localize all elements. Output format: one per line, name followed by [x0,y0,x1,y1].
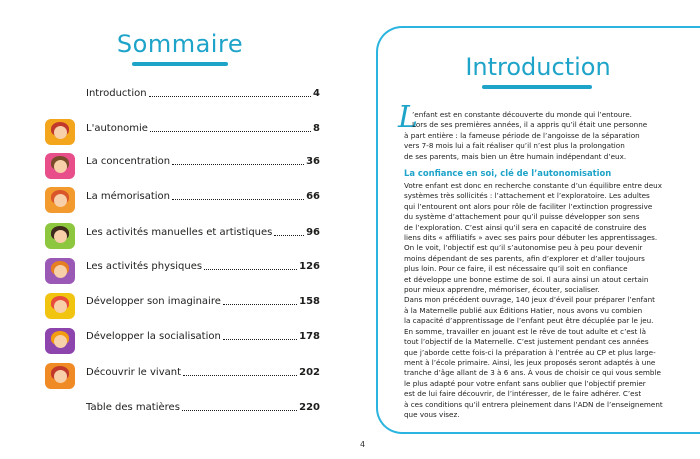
text-line: et développe une bonne estime de soi. Il aura ainsi un atout certain [404,274,649,284]
introduction-title: Introduction [465,53,611,81]
toc-leader-dots [274,227,304,236]
text-line: Lors de ses premières années, il a appris qu’il était une personne [412,120,648,130]
chapter-illustration-socialisation [45,328,75,354]
introduction-title-underline [482,85,592,89]
section-subheading: La confiance en soi, clé de l’autonomisation [404,168,612,178]
toc-entry[interactable] [86,227,320,243]
toc-leader-dots [204,261,297,270]
toc-entry-page: 36 [306,156,320,167]
toc-leader-dots [172,156,304,165]
text-line: ’enfant est en constante découverte du monde qui l’entoure. [412,110,632,119]
toc-entry-label: Développer son imaginaire [86,296,221,307]
toc-entry[interactable] [86,88,320,104]
text-line: tranche d’âge allant de 3 à 6 ans. À vous de choisir ce qui vous semble [404,368,661,378]
text-line: liens dits « affiliatifs » avec ses pairs pour débuter les apprentissages. [404,233,658,243]
text-line: vers 7-8 mois lui a fait réaliser qu’il n’est plus la prolongation [404,141,625,151]
toc-entry[interactable] [86,156,320,172]
toc-entry-label: Découvrir le vivant [86,367,182,378]
text-line: à ces conditions qu’il entrera pleinement dans l’ADN de l’enseignement [404,399,663,409]
page-number: 4 [360,440,366,449]
toc-entry-page: 178 [299,331,320,342]
text-line: En somme, travailler en jouant est le rêve de tout adulte et c’est là [404,326,647,336]
toc-entry-label: La concentration [86,156,171,167]
chapter-illustration-concentration [45,153,75,179]
toc-entry-page: 202 [299,367,320,378]
text-line: de l’exploration. C’est ainsi qu’il sera en capacité de construire des [404,222,647,232]
toc-entry-label: Les activités manuelles et artistiques [86,227,273,238]
chapter-illustration-autonomie [45,119,75,145]
text-line: ment à l’école primaire. Ainsi, les jeux proposés seront adaptés à une [404,357,656,367]
toc-entry-label: La mémorisation [86,191,171,202]
toc-entry[interactable] [86,123,320,139]
text-line: tout l’objectif de la Maternelle. C’est justement pendant ces années [404,337,649,347]
toc-entry[interactable] [86,331,320,347]
text-line: à part entière : la fameuse période de l’angoisse de la séparation [404,130,640,140]
toc-entry-page: 96 [306,227,320,238]
text-line: Votre enfant est donc en recherche constante d’un équilibre entre deux [404,181,662,190]
text-line: systèmes très sollicités : l’attachement et l’exploratoire. Les adultes [404,191,650,201]
text-line: le plus adapté pour votre enfant sans oublier que l’objectif premier [404,378,646,388]
text-line: de ses parents, mais bien un être humain indépendant d’eux. [404,151,627,161]
toc-entry[interactable] [86,367,320,383]
toc-entry-label: Table des matières [86,402,180,413]
toc-entry-page: 158 [299,296,320,307]
text-line: Dans mon précédent ouvrage, 140 jeux d’éveil pour préparer l’enfant [404,295,655,305]
toc-leader-dots [223,296,297,305]
chapter-illustration-activites-physiques [45,258,75,284]
text-line: à la Maternelle publié aux Éditions Hatier, nous avons vu combien [404,305,643,315]
chapter-illustration-memorisation [45,187,75,213]
toc-leader-dots [172,191,304,200]
toc-leader-dots [223,331,297,340]
toc-entry-page: 220 [299,402,320,413]
toc-leader-dots [183,367,297,376]
chapter-illustration-imaginaire [45,293,75,319]
toc-entry-label: Les activités physiques [86,261,203,272]
toc-entry-page: 126 [299,261,320,272]
toc-entry-label: Développer la socialisation [86,331,221,342]
toc-entry[interactable] [86,261,320,277]
text-line: moins dépendant de ses parents, afin d’explorer et d’aller toujours [404,253,645,263]
toc-entry-label: Introduction [86,88,147,99]
toc-entry[interactable] [86,296,320,312]
toc-title: Sommaire [116,30,244,58]
chapter-illustration-vivant [45,363,75,389]
text-line: est de lui faire découvrir, de l’intéresser, de le faire adhérer. C’est [404,389,642,399]
toc-leader-dots [149,88,311,97]
drop-cap: L [398,100,418,135]
toc-title-underline [132,62,228,66]
text-line: On le voit, l’objectif est qu’il s’autonomise peu à peu pour devenir [404,243,643,253]
text-line: la capacité d’apprentissage de l’enfant peut être décuplée par le jeu. [404,316,654,326]
text-line: pour mieux apprendre, mémoriser, écouter, socialiser. [404,285,600,295]
text-line: qui l’entourent ont alors pour rôle de faciliter l’extinction progressive [404,201,653,211]
text-line: du système d’attachement pour qu’il puisse développer son sens [404,212,640,222]
toc-entry[interactable] [86,191,320,207]
intro-paragraph-1 [404,110,694,162]
toc-entry[interactable] [86,402,320,418]
toc-entry-page: 8 [313,123,320,134]
intro-paragraph-2 [404,181,694,420]
toc-leader-dots [182,402,297,411]
toc-entry-label: L'autonomie [86,123,148,134]
toc-entry-page: 4 [313,88,320,99]
text-line: plus loin. Pour ce faire, il est nécessaire qu’il soit en confiance [404,264,628,274]
text-line: que j’aborde cette fois-ci la préparation à l’entrée au CP et plus large- [404,347,656,357]
text-line: que vous visez. [404,409,460,419]
toc-leader-dots [150,123,311,132]
chapter-illustration-activites-manuelles [45,223,75,249]
toc-entry-page: 66 [306,191,320,202]
